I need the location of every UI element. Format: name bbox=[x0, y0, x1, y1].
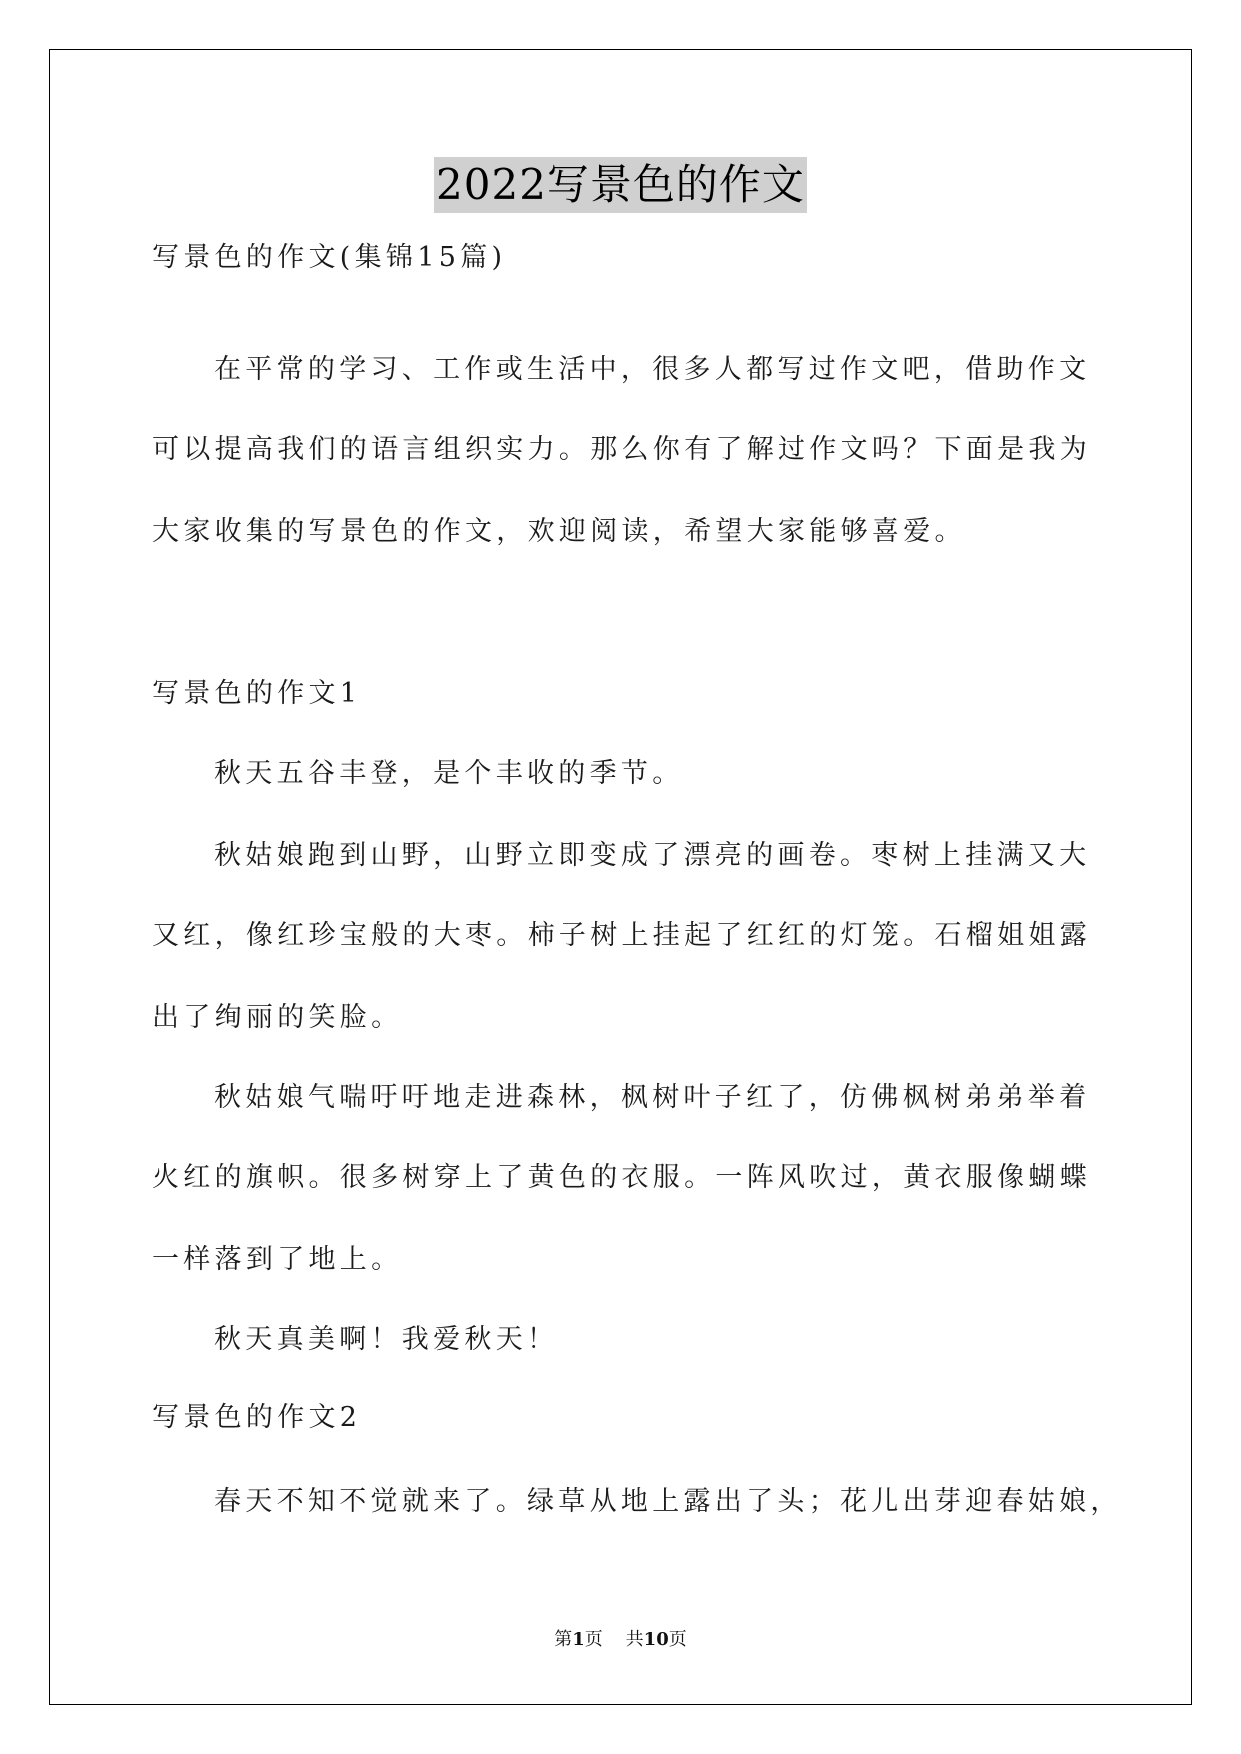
paragraph-line: 在平常的学习、工作或生活中，很多人都写过作文吧，借助作文 bbox=[214, 354, 1091, 385]
paragraph-line: 又红，像红珍宝般的大枣。柿子树上挂起了红红的灯笼。石榴姐姐露 bbox=[152, 920, 1091, 951]
footer-page-suffix: 页 bbox=[584, 1629, 603, 1650]
page-border bbox=[49, 49, 1192, 1705]
footer-prefix: 第 bbox=[554, 1629, 573, 1650]
paragraph-line: 秋天真美啊！我爱秋天！ bbox=[214, 1324, 559, 1355]
footer-total-pages: 10 bbox=[643, 1629, 669, 1650]
paragraph-line: 可以提高我们的语言组织实力。那么你有了解过作文吗？下面是我为 bbox=[152, 434, 1091, 465]
title-container bbox=[0, 157, 1241, 213]
footer-page-number: 1 bbox=[572, 1629, 585, 1650]
paragraph-line: 大家收集的写景色的作文，欢迎阅读，希望大家能够喜爱。 bbox=[152, 516, 966, 547]
page-footer bbox=[0, 1628, 1241, 1652]
document-title: 2022写景色的作文 bbox=[434, 157, 807, 213]
subtitle-line: 写景色的作文(集锦15篇) bbox=[152, 242, 507, 273]
footer-total-suffix: 页 bbox=[668, 1629, 687, 1650]
paragraph-line: 秋姑娘气喘吁吁地走进森林，枫树叶子红了，仿佛枫树弟弟举着 bbox=[214, 1082, 1091, 1113]
paragraph-line: 一样落到了地上。 bbox=[152, 1244, 403, 1275]
paragraph-line: 春天不知不觉就来了。绿草从地上露出了头；花儿出芽迎春姑娘， bbox=[214, 1486, 1122, 1517]
footer-total-prefix: 共 bbox=[625, 1629, 644, 1650]
paragraph-line: 秋姑娘跑到山野，山野立即变成了漂亮的画卷。枣树上挂满又大 bbox=[214, 840, 1091, 871]
section-heading: 写景色的作文1 bbox=[152, 678, 362, 709]
paragraph-line: 秋天五谷丰登，是个丰收的季节。 bbox=[214, 758, 684, 789]
section-heading: 写景色的作文2 bbox=[152, 1402, 362, 1433]
paragraph-line: 出了绚丽的笑脸。 bbox=[152, 1002, 403, 1033]
paragraph-line: 火红的旗帜。很多树穿上了黄色的衣服。一阵风吹过，黄衣服像蝴蝶 bbox=[152, 1162, 1091, 1193]
